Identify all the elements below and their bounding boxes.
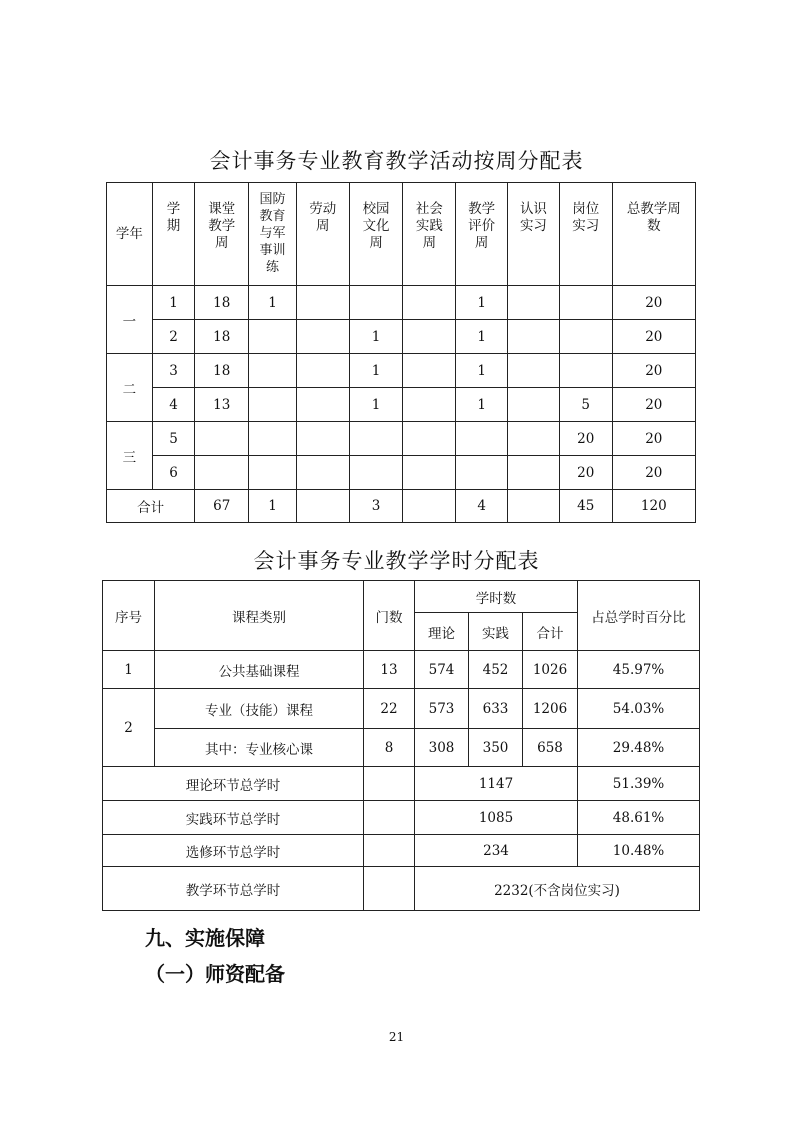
- summary-percent: 48.61%: [578, 801, 700, 835]
- labor-cell: [296, 354, 349, 388]
- practice-cell: 633: [469, 689, 523, 729]
- defense-cell: [249, 388, 297, 422]
- table2-title: 会计事务专业教学学时分配表: [253, 549, 540, 573]
- term-cell: 5: [152, 422, 195, 456]
- theory-cell: 308: [415, 729, 469, 767]
- year-cell: 一: [107, 286, 153, 354]
- count-cell: 22: [364, 689, 415, 729]
- practice-cell: 350: [469, 729, 523, 767]
- campus-cell: [349, 422, 403, 456]
- total-cell: 20: [612, 388, 695, 422]
- cognition-cell: [508, 388, 560, 422]
- summary-value: 1085: [415, 801, 578, 835]
- cognition-cell: [508, 422, 560, 456]
- social-cell: [403, 456, 456, 490]
- summary-label: 选修环节总学时: [103, 835, 364, 867]
- campus-cell: 1: [349, 320, 403, 354]
- seq-cell: 1: [103, 651, 155, 689]
- campus-cell: 1: [349, 388, 403, 422]
- percent-cell: 45.97%: [578, 651, 700, 689]
- summary-percent: 51.39%: [578, 767, 700, 801]
- class-weeks-cell: [195, 422, 249, 456]
- labor-cell: [296, 456, 349, 490]
- defense-cell: [249, 320, 297, 354]
- header-teaching-evaluation-week: 教学评价周: [456, 183, 508, 286]
- category-cell: 公共基础课程: [155, 651, 364, 689]
- header-theory: 理论: [415, 613, 469, 651]
- social-cell: [403, 354, 456, 388]
- theory-cell: 573: [415, 689, 469, 729]
- total-cell: 20: [612, 320, 695, 354]
- class-weeks-cell: 18: [195, 354, 249, 388]
- grand-total: 120: [612, 490, 695, 523]
- total-row-label: 合计: [107, 490, 195, 523]
- sum-cell: 658: [523, 729, 578, 767]
- campus-total: 3: [349, 490, 403, 523]
- eval-cell: [456, 456, 508, 490]
- eval-total: 4: [456, 490, 508, 523]
- header-seq: 序号: [103, 581, 155, 651]
- header-hours: 学时数: [415, 581, 578, 613]
- header-post-internship: 岗位实习: [559, 183, 612, 286]
- defense-cell: [249, 354, 297, 388]
- grand-total-label: 教学环节总学时: [103, 867, 364, 911]
- practice-cell: 452: [469, 651, 523, 689]
- grand-total-value: 2232(不含岗位实习): [415, 867, 700, 911]
- cognition-total: [508, 490, 560, 523]
- header-term: 学期: [152, 183, 195, 286]
- total-cell: 20: [612, 456, 695, 490]
- post-total: 45: [559, 490, 612, 523]
- class-weeks-cell: 13: [195, 388, 249, 422]
- year-cell: 二: [107, 354, 153, 422]
- total-cell: 20: [612, 422, 695, 456]
- total-cell: 20: [612, 286, 695, 320]
- campus-cell: [349, 456, 403, 490]
- social-cell: [403, 286, 456, 320]
- header-labor-week: 劳动周: [296, 183, 349, 286]
- sum-cell: 1026: [523, 651, 578, 689]
- eval-cell: [456, 422, 508, 456]
- header-class-weeks: 课堂教学周: [195, 183, 249, 286]
- header-year: 学年: [107, 183, 153, 286]
- eval-cell: 1: [456, 286, 508, 320]
- category-cell: 其中：专业核心课: [155, 729, 364, 767]
- social-cell: [403, 388, 456, 422]
- post-cell: [559, 354, 612, 388]
- labor-cell: [296, 320, 349, 354]
- header-percent: 占总学时百分比: [578, 581, 700, 651]
- subsection-heading: （一）师资配备: [145, 962, 285, 986]
- section-heading: 九、实施保障: [145, 926, 265, 950]
- header-total-weeks: 总教学周数: [612, 183, 695, 286]
- count-cell: 13: [364, 651, 415, 689]
- header-category: 课程类别: [155, 581, 364, 651]
- campus-cell: 1: [349, 354, 403, 388]
- summary-value: 234: [415, 835, 578, 867]
- eval-cell: 1: [456, 354, 508, 388]
- header-defense-training: 国防教育与军事训练: [249, 183, 297, 286]
- post-cell: [559, 320, 612, 354]
- class-weeks-cell: [195, 456, 249, 490]
- summary-count: [364, 767, 415, 801]
- labor-cell: [296, 388, 349, 422]
- header-campus-culture-week: 校园文化周: [349, 183, 403, 286]
- percent-cell: 54.03%: [578, 689, 700, 729]
- social-total: [403, 490, 456, 523]
- summary-value: 1147: [415, 767, 578, 801]
- header-sum: 合计: [523, 613, 578, 651]
- summary-count: [364, 801, 415, 835]
- summary-percent: 10.48%: [578, 835, 700, 867]
- sum-cell: 1206: [523, 689, 578, 729]
- seq-cell: 2: [103, 689, 155, 767]
- summary-count: [364, 835, 415, 867]
- class-weeks-cell: 18: [195, 286, 249, 320]
- hours-allocation-table: [102, 580, 700, 911]
- defense-total: 1: [249, 490, 297, 523]
- summary-label: 实践环节总学时: [103, 801, 364, 835]
- category-cell: 专业（技能）课程: [155, 689, 364, 729]
- header-count: 门数: [364, 581, 415, 651]
- year-cell: 三: [107, 422, 153, 490]
- total-cell: 20: [612, 354, 695, 388]
- weeks-allocation-table: [106, 182, 696, 523]
- campus-cell: [349, 286, 403, 320]
- post-cell: 20: [559, 422, 612, 456]
- term-cell: 3: [152, 354, 195, 388]
- cognition-cell: [508, 286, 560, 320]
- social-cell: [403, 422, 456, 456]
- cognition-cell: [508, 320, 560, 354]
- class-weeks-total: 67: [195, 490, 249, 523]
- grand-total-count: [364, 867, 415, 911]
- labor-total: [296, 490, 349, 523]
- social-cell: [403, 320, 456, 354]
- term-cell: 4: [152, 388, 195, 422]
- post-cell: [559, 286, 612, 320]
- defense-cell: [249, 422, 297, 456]
- summary-label: 理论环节总学时: [103, 767, 364, 801]
- labor-cell: [296, 286, 349, 320]
- post-cell: 20: [559, 456, 612, 490]
- header-cognition-internship: 认识实习: [508, 183, 560, 286]
- count-cell: 8: [364, 729, 415, 767]
- term-cell: 6: [152, 456, 195, 490]
- cognition-cell: [508, 354, 560, 388]
- labor-cell: [296, 422, 349, 456]
- post-cell: 5: [559, 388, 612, 422]
- eval-cell: 1: [456, 388, 508, 422]
- defense-cell: [249, 456, 297, 490]
- header-social-practice-week: 社会实践周: [403, 183, 456, 286]
- table1-title: 会计事务专业教育教学活动按周分配表: [209, 149, 584, 173]
- page-number: 21: [388, 1030, 405, 1044]
- theory-cell: 574: [415, 651, 469, 689]
- defense-cell: 1: [249, 286, 297, 320]
- class-weeks-cell: 18: [195, 320, 249, 354]
- cognition-cell: [508, 456, 560, 490]
- percent-cell: 29.48%: [578, 729, 700, 767]
- header-practice: 实践: [469, 613, 523, 651]
- term-cell: 2: [152, 320, 195, 354]
- eval-cell: 1: [456, 320, 508, 354]
- term-cell: 1: [152, 286, 195, 320]
